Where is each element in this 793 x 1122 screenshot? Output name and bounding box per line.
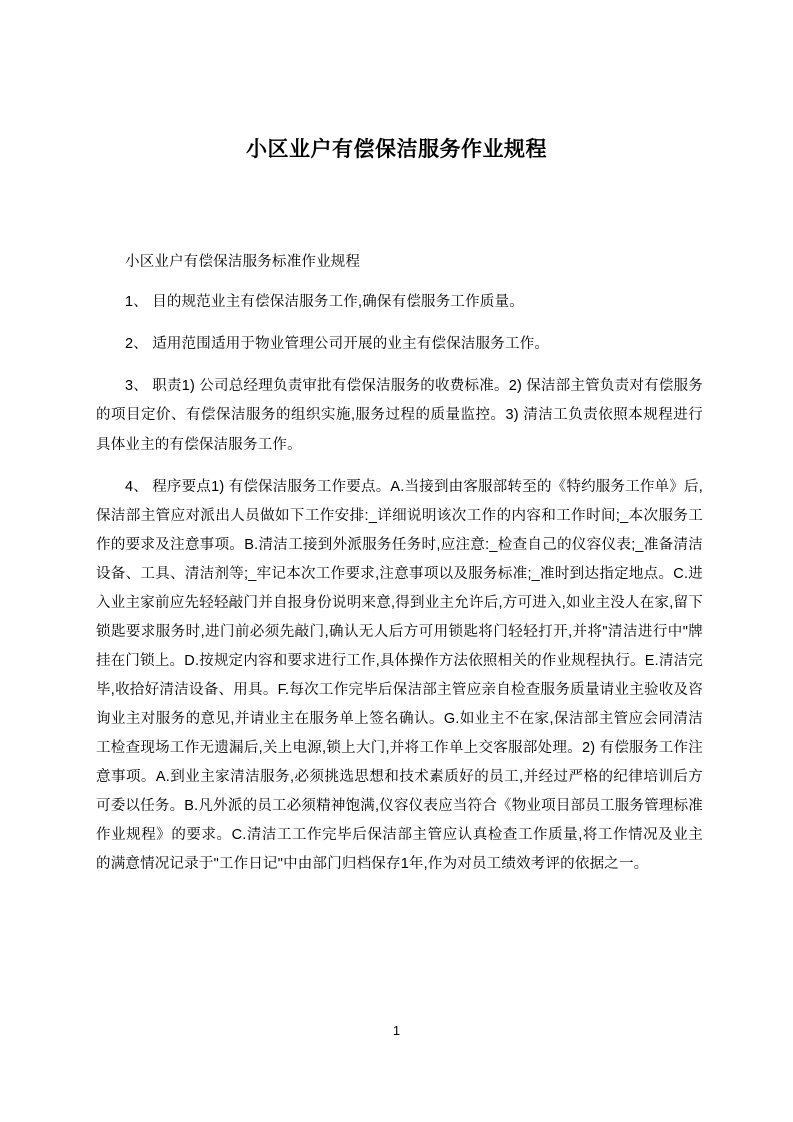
paragraph-purpose: 1、 目的规范业主有偿保洁服务工作,确保有偿服务工作质量。 — [125, 294, 524, 311]
paragraph-scope: 2、 适用范围适用于物业管理公司开展的业主有偿保洁服务工作。 — [125, 335, 550, 352]
section-heading: 小区业户有偿保洁服务标准作业规程 — [125, 254, 361, 271]
paragraph-procedure: 4、 程序要点1) 有偿保洁服务工作要点。A.当接到由客服部转至的《特约服务工作单》后,保洁部主管应对派出人员做如下工作安排:_详细说明该次工作的内容和工作时间;_本次服务工作的要求及注意事项。B.清洁工接到外派服务任务时,应注意:_检查自己的仪容仪表;_准备清洁设备、工具、清洁剂等;_牢记本次工作要求,注意事项以及服务标准;_准时到达指定地点。C.进入业主家前应先轻轻敲门并自报身份说明来意,得到业主允许后,方可进入,如业主没人在家,留下锁匙要求服务时,进门前必须先敲门,确认无人后方可用锁匙将门轻轻打开,并将"清洁进行中"牌挂在门锁上。D.按规定内容和要求进行工作,具体操作方法依照相关的作业规程执行。E.清洁完毕,收拾好清洁设备、用具。F.每次工作完毕后保洁部主管应亲自检查服务质量请业主验收及咨询业主对服务的意见,并请业主在服务单上签名确认。G.如业主不在家,保洁部主管应会同清洁工检查现场工作无遗漏后,关上电源,锁上大门,并将工作单上交客服部处理。2) 有偿服务工作注意事项。A.到业主家清洁服务,必须挑选思想和技术素质好的员工,并经过严格的纪律培训后方可委以任务。B.凡外派的员工必须精神饱满,仪容仪表应当符合《物业项目部员工服务管理标准作业规程》的要求。C.清洁工工作完毕后保洁部主管应认真检查工作质量,将工作情况及业主的满意情况记录于"工作日记"中由部门归档保存1年,作为对员工绩效考评的依据之一。 — [96, 478, 703, 872]
page-number: 1 — [392, 1023, 401, 1038]
page-title: 小区业户有偿保洁服务作业规程 — [246, 138, 547, 161]
paragraph-responsibility: 3、 职责1) 公司总经理负责审批有偿保洁服务的收费标准。2) 保洁部主管负责对有偿服务的项目定价、有偿保洁服务的组织实施,服务过程的质量监控。3) 清洁工负责依照本规程进行具体业主的有偿保洁服务工作。 — [96, 377, 703, 453]
document-body — [0, 248, 793, 878]
